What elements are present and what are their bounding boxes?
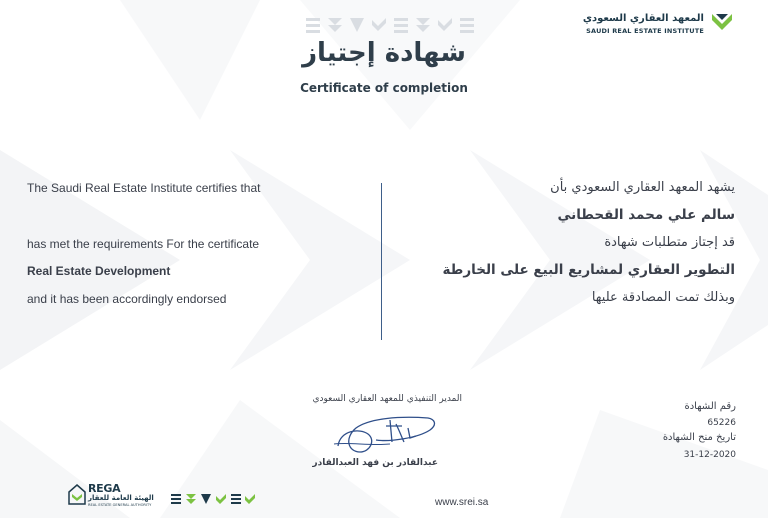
rega-logo-english: REGA bbox=[88, 482, 121, 495]
website-url: www.srei.sa bbox=[435, 497, 489, 508]
rega-logo-arabic: الهيئة العامة للعقار bbox=[88, 494, 154, 502]
rega-logo-mark-icon bbox=[68, 484, 86, 506]
signatory-name: عبدالقادر بن فهد العبدالقادر bbox=[312, 458, 438, 468]
institute-logo-english: SAUDI REAL ESTATE INSTITUTE bbox=[586, 27, 704, 35]
institute-logo-mark-icon bbox=[710, 12, 734, 34]
signature-image bbox=[330, 408, 440, 460]
english-endorsed-line: and it has been accordingly endorsed bbox=[27, 292, 227, 306]
arabic-endorsed-line: وبذلك تمت المصادقة عليها bbox=[591, 290, 735, 305]
arabic-requirements-line: قد إجتاز متطلبات شهادة bbox=[604, 235, 735, 250]
column-divider bbox=[381, 183, 382, 340]
english-certifies-line: The Saudi Real Estate Institute certifies that bbox=[27, 181, 261, 195]
certificate-title-english: Certificate of completion bbox=[300, 81, 468, 95]
arabic-certifies-line: يشهد المعهد العقاري السعودي بأن bbox=[550, 180, 735, 195]
signatory-title: المدير التنفيذي للمعهد العقاري السعودي bbox=[312, 394, 462, 404]
english-course-name: Real Estate Development bbox=[27, 264, 171, 278]
rega-logo bbox=[66, 482, 166, 510]
recipient-name: سالم علي محمد القحطاني bbox=[557, 207, 735, 223]
certificate-date-label: تاريخ منح الشهادة bbox=[662, 432, 736, 443]
certificate-title-arabic: شهادة إجتياز bbox=[302, 38, 466, 68]
certificate-date: 31-12-2020 bbox=[683, 450, 736, 460]
english-requirements-line: has met the requirements For the certificate bbox=[27, 237, 260, 251]
rega-logo-subtitle: REAL ESTATE GENERAL AUTHORITY bbox=[88, 503, 152, 507]
institute-logo-arabic: المعهد العقاري السعودي bbox=[582, 13, 704, 24]
certificate-number-label: رقم الشهادة bbox=[684, 401, 736, 412]
footer-pattern-icon bbox=[171, 492, 257, 506]
certificate-number: 65226 bbox=[707, 418, 736, 428]
arabic-course-name: التطوير العقاري لمشاريع البيع على الخارطة bbox=[442, 262, 735, 278]
institute-logo bbox=[582, 10, 734, 40]
header-pattern-icon bbox=[306, 14, 476, 36]
